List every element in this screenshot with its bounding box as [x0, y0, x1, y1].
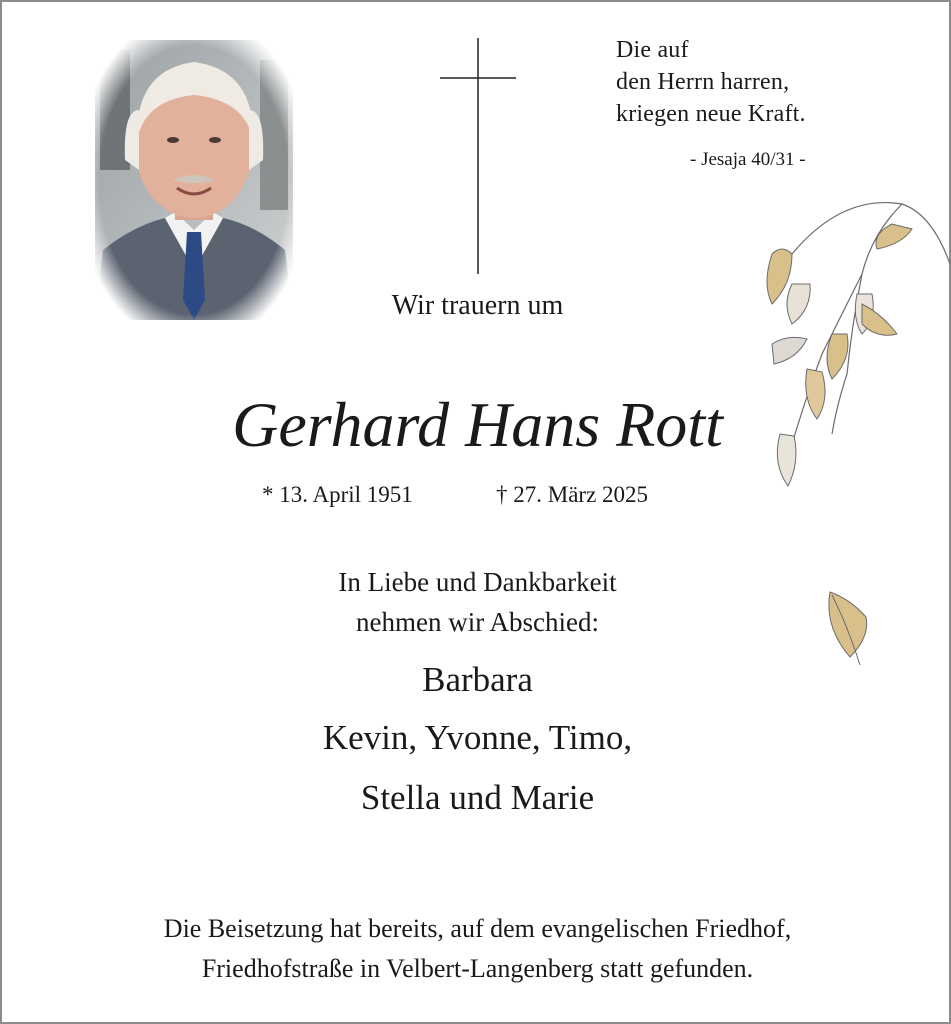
- portrait-photo: [95, 40, 293, 320]
- death-date: † 27. März 2025: [496, 482, 649, 507]
- mourner-line: Stella und Marie: [360, 778, 595, 817]
- farewell-line: nehmen wir Abschied:: [356, 607, 599, 637]
- cross-icon: [440, 38, 516, 274]
- verse-reference: - Jesaja 40/31 -: [690, 149, 806, 170]
- verse-line: kriegen neue Kraft.: [616, 101, 806, 127]
- verse-line: den Herrn harren,: [616, 69, 790, 95]
- farewell-text: [2, 562, 951, 642]
- birth-date: * 13. April 1951: [262, 482, 413, 507]
- bible-verse: [616, 34, 806, 130]
- intro-text: Wir trauern um: [391, 290, 564, 321]
- farewell-line: In Liebe und Dankbarkeit: [338, 567, 617, 597]
- deceased-name: Gerhard Hans Rott: [232, 389, 723, 460]
- notice-line: Friedhofstraße in Velbert-Langenberg statt gefunden.: [201, 954, 754, 983]
- verse-line: Die auf: [616, 37, 689, 63]
- mourner-line: Barbara: [422, 660, 533, 699]
- notice-line: Die Beisetzung hat bereits, auf dem evangelischen Friedhof,: [163, 914, 792, 943]
- mourner-line: Kevin, Yvonne, Timo,: [322, 718, 633, 757]
- burial-notice: [2, 909, 951, 989]
